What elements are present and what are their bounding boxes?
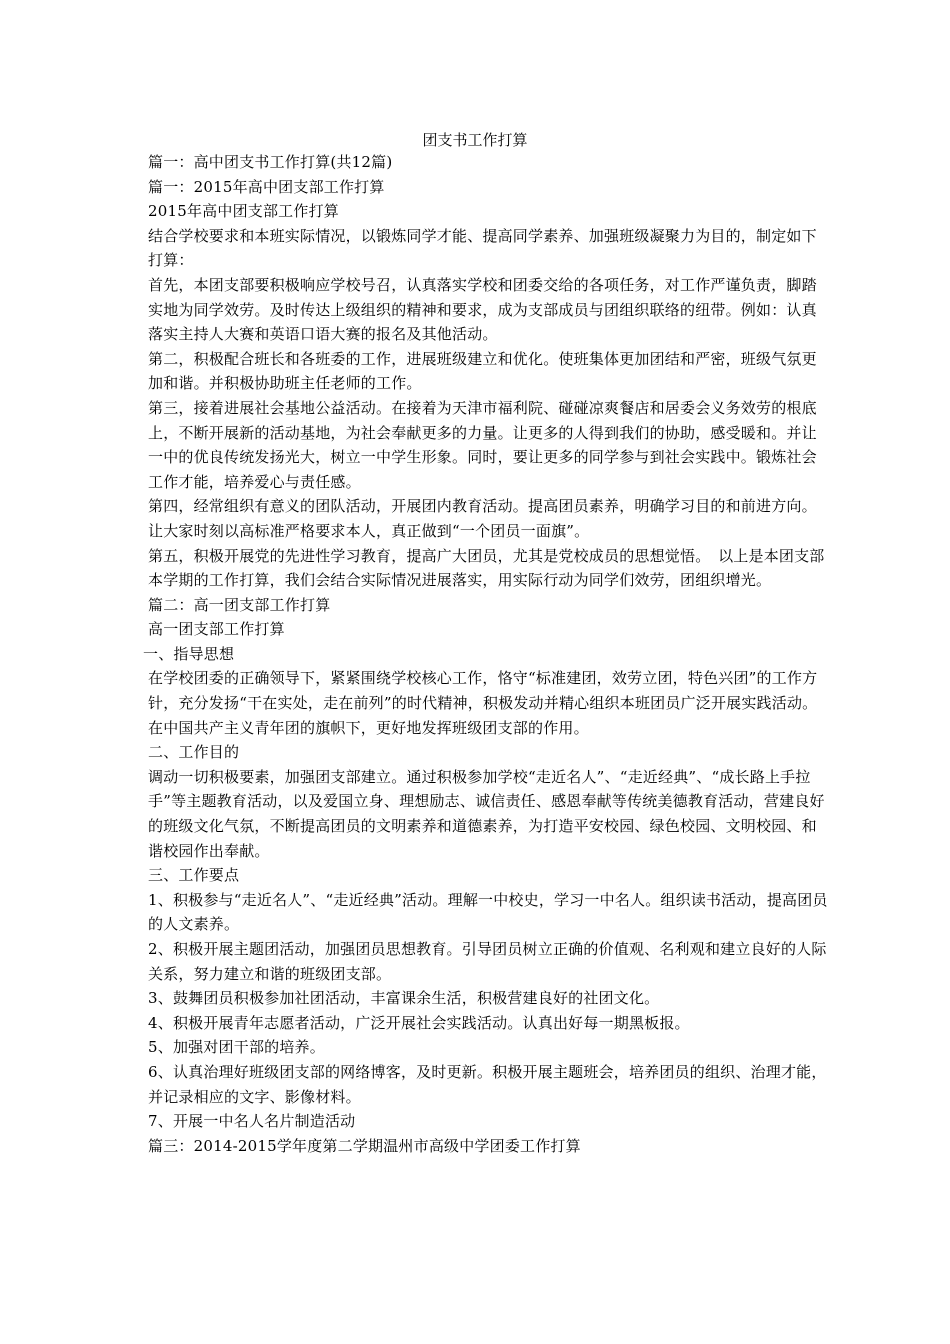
document-body	[143, 150, 828, 1158]
list-item: 1、积极参与“走近名人”、“走近经典”活动。理解一中校史，学习一中名人。组织读书活动，提高团员的人文素养。	[148, 890, 828, 934]
section-heading: 一、指导思想	[143, 644, 235, 663]
paragraph: 结合学校要求和本班实际情况，以锻炼同学才能、提高同学素养、加强班级凝聚力为目的，制定如下打算：	[148, 226, 817, 270]
paragraph: 在学校团委的正确领导下，紧紧围绕学校核心工作，恪守“标准建团，效劳立团，特色兴团”的工作方针，充分发扬“干在实处，走在前列”的时代精神，积极发动并精心组织本班团员广泛开展实践活动。在中国共产主义青年团的旗帜下，更好地发挥班级团支部的作用。	[148, 669, 818, 737]
paragraph: 2015年高中团支部工作打算	[148, 202, 339, 221]
paragraph: 第五，积极开展党的先进性学习教育，提高广大团员，尤其是党校成员的思想觉悟。 以上是本团支部本学期的工作打算，我们会结合实际情况进展落实，用实际行动为同学们效劳，团组织增光。	[148, 546, 825, 590]
list-item: 4、积极开展青年志愿者活动，广泛开展社会实践活动。认真出好每一期黑板报。	[148, 1013, 690, 1032]
paragraph: 篇一：高中团支书工作打算(共12篇)	[148, 153, 393, 171]
section-heading: 二、工作目的	[148, 743, 240, 762]
list-item: 5、加强对团干部的培养。	[148, 1038, 325, 1057]
paragraph: 调动一切积极要素，加强团支部建立。通过积极参加学校“走近名人”、“走近经典”、“成长路上手拉手”等主题教育活动，以及爱国立身、理想励志、诚信责任、感恩奉献等传统美德教育活动，营建良好的班级文化气氛，不断提高团员的文明素养和道德素养，为打造平安校园、绿色校园、文明校园、和谐校园作出奉献。	[148, 767, 825, 860]
paragraph: 篇二：高一团支部工作打算	[148, 595, 331, 614]
list-item: 3、鼓舞团员积极参加社团活动，丰富课余生活，积极营建良好的社团文化。	[148, 989, 660, 1008]
paragraph: 第二，积极配合班长和各班委的工作，进展班级建立和优化。使班集体更加团结和严密，班级气氛更加和谐。并积极协助班主任老师的工作。	[148, 349, 817, 393]
list-item: 6、认真治理好班级团支部的网络博客，及时更新。积极开展主题班会，培养团员的组织、治理才能，并记录相应的文字、影像材料。	[148, 1062, 827, 1106]
paragraph: 高一团支部工作打算	[148, 620, 285, 639]
document-title: 团支书工作打算	[422, 131, 528, 149]
paragraph: 篇一：2015年高中团支部工作打算	[148, 177, 385, 196]
list-item: 2、积极开展主题团活动，加强团员思想教育。引导团员树立正确的价值观、名利观和建立良好的人际关系，努力建立和谐的班级团支部。	[148, 940, 827, 983]
list-item: 7、开展一中名人名片制造活动	[148, 1112, 356, 1131]
paragraph: 首先，本团支部要积极响应学校号召，认真落实学校和团委交给的各项任务，对工作严谨负责，脚踏实地为同学效劳。及时传达上级组织的精神和要求，成为支部成员与团组织联络的纽带。例如：认真落实主持人大赛和英语口语大赛的报名及其他活动。	[148, 275, 817, 344]
paragraph: 第三，接着进展社会基地公益活动。在接着为天津市福利院、碰碰凉爽餐店和居委会义务效劳的根底上，不断开展新的活动基地，为社会奉献更多的力量。让更多的人得到我们的协助，感受暖和。并让一中的优良传统发扬光大，树立一中学生形象。同时，要让更多的同学参与到社会实践中。锻炼社会工作才能，培养爱心与责任感。	[148, 398, 817, 491]
paragraph: 第四，经常组织有意义的团队活动，开展团内教育活动。提高团员素养，明确学习目的和前进方向。让大家时刻以高标准严格要求本人，真正做到“一个团员一面旗”。	[148, 497, 817, 540]
section-heading: 三、工作要点	[148, 866, 240, 885]
paragraph: 篇三：2014-2015学年度第二学期温州市高级中学团委工作打算	[148, 1136, 581, 1155]
